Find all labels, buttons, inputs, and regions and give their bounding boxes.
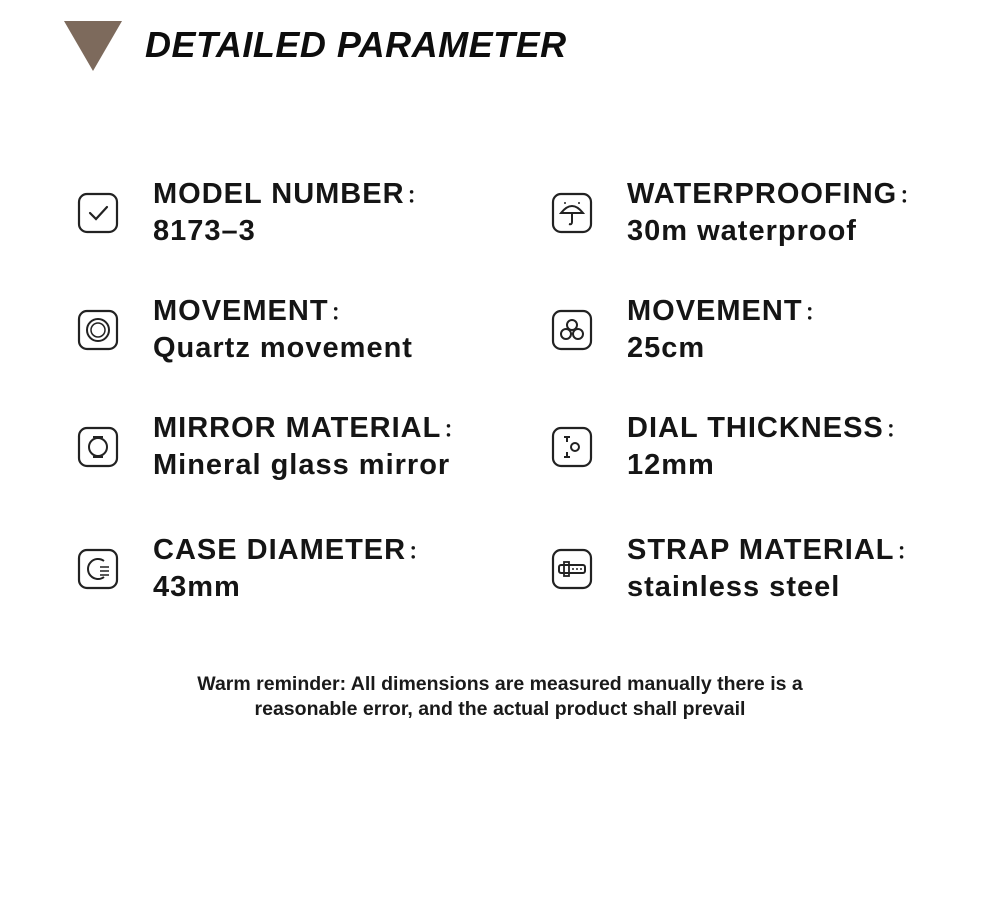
param-label: WATERPROOFING bbox=[627, 178, 898, 210]
param-label: STRAP MATERIAL bbox=[627, 534, 895, 566]
param-waterproofing: WATERPROOFING： 30m waterproof bbox=[550, 178, 970, 258]
param-label: MIRROR MATERIAL bbox=[153, 412, 442, 444]
page-header bbox=[0, 0, 1000, 90]
param-label: MODEL NUMBER bbox=[153, 178, 405, 210]
watch-outline-icon bbox=[76, 425, 120, 469]
thickness-icon bbox=[550, 425, 594, 469]
warm-reminder bbox=[0, 672, 1000, 722]
param-case-diameter: CASE DIAMETER： 43mm bbox=[76, 534, 496, 614]
param-value: stainless steel bbox=[627, 571, 841, 603]
param-value: Mineral glass mirror bbox=[153, 449, 451, 481]
check-icon bbox=[76, 191, 120, 235]
diameter-icon bbox=[76, 547, 120, 591]
param-label: MOVEMENT bbox=[153, 295, 329, 327]
param-value: 12mm bbox=[627, 449, 715, 481]
page-title: DETAILED PARAMETER bbox=[145, 24, 567, 65]
gears-icon bbox=[550, 308, 594, 352]
reminder-line-2: reasonable error, and the actual product shall prevail bbox=[254, 698, 746, 720]
umbrella-icon bbox=[550, 191, 594, 235]
param-movement-size: MOVEMENT： 25cm bbox=[550, 295, 970, 375]
param-strap-material: STRAP MATERIAL： stainless steel bbox=[550, 534, 970, 614]
param-model-number: MODEL NUMBER： 8173–3 bbox=[76, 178, 496, 258]
param-label: MOVEMENT bbox=[627, 295, 803, 327]
strap-icon bbox=[550, 547, 594, 591]
param-value: Quartz movement bbox=[153, 332, 413, 364]
param-value: 43mm bbox=[153, 571, 241, 603]
param-mirror-material: MIRROR MATERIAL： Mineral glass mirror bbox=[76, 412, 496, 492]
param-movement: MOVEMENT： Quartz movement bbox=[76, 295, 496, 375]
param-value: 25cm bbox=[627, 332, 706, 364]
reminder-line-1: Warm reminder: All dimensions are measured manually there is a bbox=[197, 673, 803, 695]
param-value: 30m waterproof bbox=[627, 215, 857, 247]
param-label: CASE DIAMETER bbox=[153, 534, 407, 566]
param-label: DIAL THICKNESS bbox=[627, 412, 884, 444]
param-value: 8173–3 bbox=[153, 215, 256, 247]
param-dial-thickness: DIAL THICKNESS： 12mm bbox=[550, 412, 970, 492]
triangle-icon bbox=[64, 21, 122, 71]
watch-case-icon bbox=[76, 308, 120, 352]
